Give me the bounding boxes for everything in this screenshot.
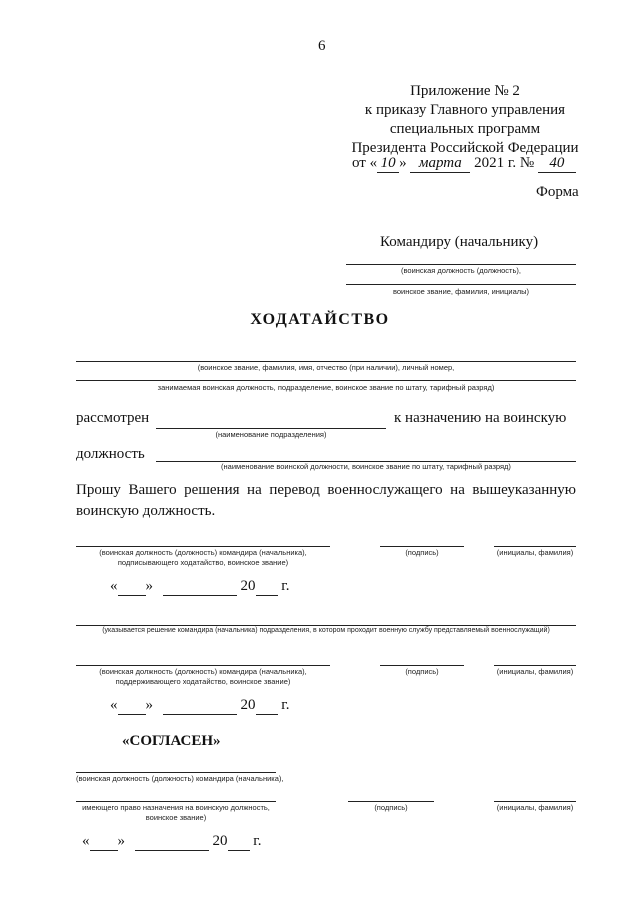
date-3-close: » bbox=[117, 833, 125, 849]
sign1-caption-1: (воинская должность (должность) командира (начальника), bbox=[99, 548, 307, 557]
date-2-open: « bbox=[110, 697, 118, 713]
date-1-month-blank bbox=[163, 578, 237, 596]
sign1-initials-line bbox=[494, 546, 576, 547]
reviewed-caption: (наименование подразделения) bbox=[215, 430, 327, 439]
appendix-block bbox=[340, 82, 590, 158]
date-mid: » bbox=[399, 155, 407, 171]
appendix-line-2: к приказу Главного управления bbox=[364, 102, 566, 118]
position-word: должность bbox=[76, 446, 145, 462]
reviewed-word: рассмотрен bbox=[76, 410, 150, 426]
sign3-signature-line bbox=[348, 801, 434, 802]
date-3-g: г. bbox=[253, 833, 262, 849]
sign3-initials-line bbox=[494, 801, 576, 802]
date-1-g: г. bbox=[281, 578, 290, 594]
date-2 bbox=[110, 697, 289, 715]
date-1-day-blank bbox=[118, 578, 146, 596]
subject-line-2 bbox=[76, 380, 576, 381]
date-1-close: » bbox=[145, 578, 153, 594]
sign1-initials-caption: (инициалы, фамилия) bbox=[496, 548, 574, 557]
date-3 bbox=[82, 833, 261, 851]
reviewed-tail: к назначению на воинскую bbox=[394, 410, 567, 426]
sign1-signature-caption: (подпись) bbox=[405, 548, 439, 557]
approved-label: «СОГЛАСЕН» bbox=[122, 733, 221, 749]
document-title: ХОДАТАЙСТВО bbox=[250, 311, 390, 328]
sign1-signature-line bbox=[380, 546, 464, 547]
sign3-position-line-1 bbox=[76, 772, 276, 773]
sign2-position-line bbox=[76, 665, 330, 666]
sign3-position-line-2 bbox=[76, 801, 276, 802]
sign2-initials-line bbox=[494, 665, 576, 666]
reviewed-line bbox=[156, 428, 386, 429]
sign3-caption-3: воинское звание) bbox=[145, 813, 207, 822]
sign2-caption-1: (воинская должность (должность) командира (начальника), bbox=[99, 667, 307, 676]
appendix-line-3: специальных программ bbox=[389, 121, 541, 137]
date-month: марта bbox=[410, 155, 470, 173]
sign3-signature-caption: (подпись) bbox=[374, 803, 408, 812]
appendix-line-4: Президента Российской Федерации bbox=[351, 140, 579, 156]
date-1-year-blank bbox=[256, 578, 278, 596]
date-2-year-blank bbox=[256, 697, 278, 715]
date-1-open: « bbox=[110, 578, 118, 594]
date-2-close: » bbox=[145, 697, 153, 713]
addressee-caption-2: воинское звание, фамилия, инициалы) bbox=[392, 287, 530, 296]
decision-line bbox=[76, 625, 576, 626]
date-1 bbox=[110, 578, 289, 596]
addressee-title: Командиру (начальнику) bbox=[380, 234, 539, 250]
date-2-day-blank bbox=[118, 697, 146, 715]
date-year: 2021 г. № bbox=[474, 155, 535, 171]
addressee-line-2 bbox=[346, 284, 576, 285]
date-prefix: от « bbox=[352, 155, 378, 171]
decision-caption: (указывается решение командира (начальника) подразделения, в котором проходит военную службу представляемый военнослужащий) bbox=[102, 627, 550, 634]
subject-line-1 bbox=[76, 361, 576, 362]
date-2-year: 20 bbox=[240, 697, 256, 713]
sign3-caption-1: (воинская должность (должность) командира (начальника), bbox=[76, 774, 284, 783]
page-number: 6 bbox=[318, 38, 326, 54]
date-day: 10 bbox=[377, 155, 399, 173]
sign2-caption-2: поддерживающего ходатайство, воинское звание) bbox=[115, 677, 291, 686]
date-3-year-blank bbox=[228, 833, 250, 851]
date-3-month-blank bbox=[135, 833, 209, 851]
sign3-caption-2: имеющего право назначения на воинскую должность, bbox=[82, 803, 270, 812]
subject-caption-1: (воинское звание, фамилия, имя, отчество (при наличии), личный номер, bbox=[197, 363, 455, 372]
request-text: Прошу Вашего решения на перевод военнослужащего на вышеуказанную воинскую должность. bbox=[76, 482, 576, 519]
sign2-initials-caption: (инициалы, фамилия) bbox=[496, 667, 574, 676]
sign3-initials-caption: (инициалы, фамилия) bbox=[496, 803, 574, 812]
sign1-position-line bbox=[76, 546, 330, 547]
date-number: 40 bbox=[538, 155, 576, 173]
addressee-caption-1: (воинская должность (должность), bbox=[401, 266, 521, 275]
date-2-g: г. bbox=[281, 697, 290, 713]
date-3-year: 20 bbox=[212, 833, 228, 849]
appendix-line-1: Приложение № 2 bbox=[410, 83, 520, 99]
date-1-year: 20 bbox=[240, 578, 256, 594]
sign2-signature-line bbox=[380, 665, 464, 666]
form-label: Форма bbox=[536, 184, 579, 200]
date-2-month-blank bbox=[163, 697, 237, 715]
position-caption: (наименование воинской должности, воинское звание по штату, тарифный разряд) bbox=[221, 462, 511, 471]
addressee-line-1 bbox=[346, 264, 576, 265]
sign2-signature-caption: (подпись) bbox=[405, 667, 439, 676]
sign1-caption-2: подписывающего ходатайство, воинское звание) bbox=[117, 558, 289, 567]
date-3-day-blank bbox=[90, 833, 118, 851]
subject-caption-2: занимаемая воинская должность, подразделение, воинское звание по штату, тарифный разряд) bbox=[157, 383, 495, 392]
appendix-date bbox=[352, 155, 576, 173]
date-3-open: « bbox=[82, 833, 90, 849]
